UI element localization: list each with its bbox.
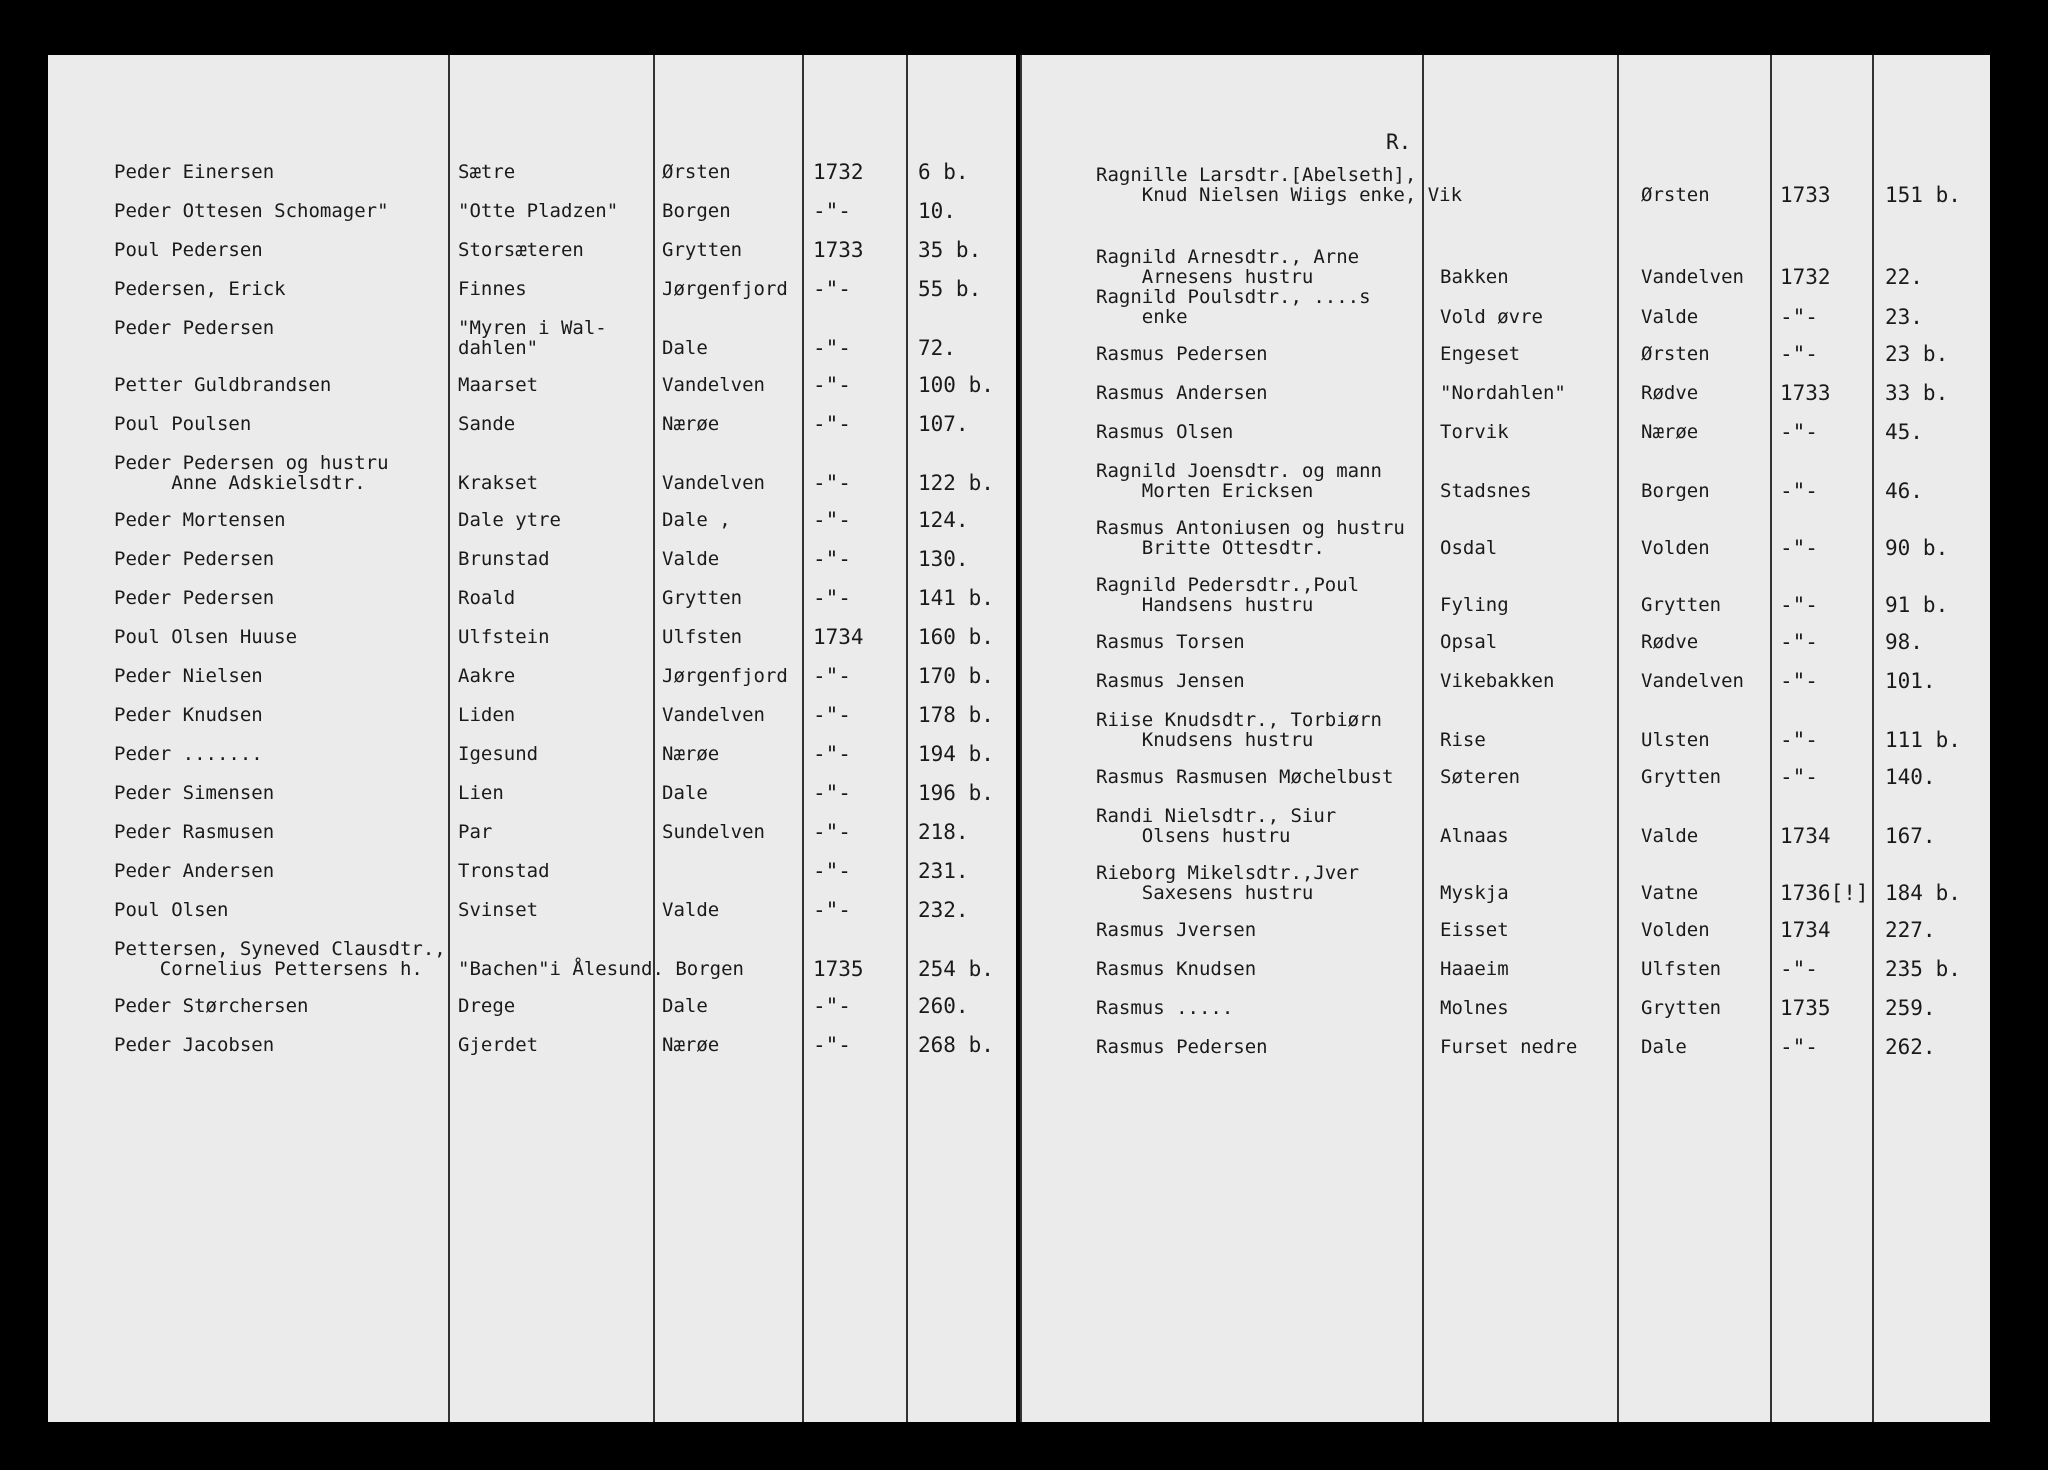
entry-name: Peder Einersen	[114, 161, 275, 183]
entry-farm: Aakre	[458, 665, 516, 687]
entry-name: Peder .......	[114, 743, 263, 765]
entry-farm: Myskja	[1440, 882, 1509, 904]
entry-farm: Engeset	[1440, 343, 1521, 365]
entry-farm: Svinset	[458, 899, 539, 921]
entry-year: -"-	[1780, 728, 1818, 752]
entry-name: Rasmus Jensen	[1096, 670, 1245, 692]
entry-page: 72.	[918, 336, 956, 360]
section-letter: R.	[1386, 130, 1412, 154]
entry-year: -"-	[813, 412, 851, 436]
entry-farm: Par	[458, 821, 493, 843]
entry-year: 1735	[1780, 996, 1831, 1020]
entry-year: 1735	[813, 957, 864, 981]
entry-name: Poul Pedersen	[114, 239, 263, 261]
entry-parish: Grytten	[662, 587, 743, 609]
entry-name: Peder Nielsen	[114, 665, 263, 687]
entry-page: 254 b.	[918, 957, 994, 981]
entry-name: Ragnild Poulsdtr., ....s enke	[1096, 286, 1371, 328]
register-row	[48, 1035, 1016, 1107]
entry-name: Rasmus Pedersen	[1096, 1036, 1268, 1058]
entry-farm: Tronstad	[458, 860, 550, 882]
entry-year: 1734	[813, 625, 864, 649]
entry-farm: Liden	[458, 704, 516, 726]
entry-farm: Krakset	[458, 472, 539, 494]
entry-parish: Jørgenfjord	[662, 278, 788, 300]
entry-parish: Ulsten	[1641, 729, 1710, 751]
entry-parish: Ulfsten	[1641, 958, 1722, 980]
entry-parish: Vandelven	[662, 472, 765, 494]
entry-farm: Sætre	[458, 161, 516, 183]
entry-name: Peder Simensen	[114, 782, 275, 804]
entry-farm: Vold øvre	[1440, 306, 1543, 328]
entry-parish: Vandelven	[662, 704, 765, 726]
entry-page: 91 b.	[1885, 593, 1949, 617]
entry-parish: Nærøe	[1641, 421, 1699, 443]
entry-year: -"-	[813, 742, 851, 766]
entry-page: 23 b.	[1885, 342, 1949, 366]
entry-page: 232.	[918, 898, 969, 922]
entry-year: -"-	[813, 373, 851, 397]
entry-year: -"-	[813, 277, 851, 301]
entry-farm: "Bachen"i Ålesund. Borgen	[458, 958, 744, 980]
entry-name: Rasmus Antoniusen og hustru Britte Ottesdtr.	[1096, 517, 1405, 559]
entry-year: -"-	[813, 820, 851, 844]
entry-year: -"-	[813, 994, 851, 1018]
left-register-list	[48, 55, 1016, 1422]
entry-farm: Brunstad	[458, 548, 550, 570]
entry-name: Pettersen, Syneved Clausdtr., Cornelius Pettersens h.	[114, 938, 446, 980]
entry-page: 141 b.	[918, 586, 994, 610]
entry-parish: Valde	[662, 548, 720, 570]
entry-page: 111 b.	[1885, 728, 1961, 752]
entry-year: -"-	[1780, 305, 1818, 329]
entry-name: Petter Guldbrandsen	[114, 374, 332, 396]
entry-farm: Rise	[1440, 729, 1486, 751]
entry-name: Poul Poulsen	[114, 413, 252, 435]
register-row	[1020, 165, 1990, 237]
entry-parish: Rødve	[1641, 382, 1699, 404]
entry-farm: Osdal	[1440, 537, 1498, 559]
entry-page: 227.	[1885, 918, 1936, 942]
entry-year: -"-	[1780, 669, 1818, 693]
entry-year: -"-	[1780, 630, 1818, 654]
entry-page: 124.	[918, 508, 969, 532]
entry-name: Peder Størchersen	[114, 995, 309, 1017]
entry-page: 101.	[1885, 669, 1936, 693]
entry-name: Rasmus Torsen	[1096, 631, 1245, 653]
entry-name: Rasmus Rasmusen Møchelbust	[1096, 766, 1394, 788]
entry-farm: Opsal	[1440, 631, 1498, 653]
entry-parish: Valde	[1641, 306, 1699, 328]
entry-page: 184 b.	[1885, 881, 1961, 905]
entry-name: Poul Olsen	[114, 899, 229, 921]
entry-year: 1733	[1780, 381, 1831, 405]
entry-parish: Grytten	[1641, 766, 1722, 788]
entry-page: 98.	[1885, 630, 1923, 654]
entry-name: Ragnild Arnesdtr., Arne Arnesens hustru	[1096, 246, 1360, 288]
entry-parish: Grytten	[662, 239, 743, 261]
entry-page: 107.	[918, 412, 969, 436]
entry-farm: Stadsnes	[1440, 480, 1532, 502]
entry-year: -"-	[813, 336, 851, 360]
entry-parish: Vandelven	[1641, 670, 1744, 692]
entry-year: 1734	[1780, 918, 1831, 942]
entry-year: 1732	[813, 160, 864, 184]
entry-page: 268 b.	[918, 1033, 994, 1057]
entry-page: 196 b.	[918, 781, 994, 805]
entry-name: Peder Pedersen	[114, 548, 275, 570]
entry-page: 10.	[918, 199, 956, 223]
entry-parish: Dale ,	[662, 509, 731, 531]
entry-farm: Storsæteren	[458, 239, 584, 261]
entry-farm: Eisset	[1440, 919, 1509, 941]
entry-parish: Dale	[1641, 1036, 1687, 1058]
entry-name: Pedersen, Erick	[114, 278, 286, 300]
entry-name: Poul Olsen Huuse	[114, 626, 298, 648]
entry-page: 160 b.	[918, 625, 994, 649]
entry-page: 262.	[1885, 1035, 1936, 1059]
entry-year: 1736[!]	[1780, 881, 1869, 905]
entry-farm: Haaeim	[1440, 958, 1509, 980]
entry-farm: "Otte Pladzen"	[458, 200, 619, 222]
entry-farm: Sande	[458, 413, 516, 435]
entry-page: 45.	[1885, 420, 1923, 444]
entry-farm: "Nordahlen"	[1440, 382, 1566, 404]
entry-page: 259.	[1885, 996, 1936, 1020]
entry-parish: Volden	[1641, 919, 1710, 941]
register-row	[1020, 1037, 1990, 1109]
entry-year: 1733	[813, 238, 864, 262]
entry-farm: Maarset	[458, 374, 539, 396]
entry-farm: Torvik	[1440, 421, 1509, 443]
entry-page: 55 b.	[918, 277, 982, 301]
entry-farm: Igesund	[458, 743, 539, 765]
entry-farm: Vikebakken	[1440, 670, 1555, 692]
entry-page: 218.	[918, 820, 969, 844]
entry-parish: Vandelven	[662, 374, 765, 396]
entry-name: Peder Mortensen	[114, 509, 286, 531]
entry-page: 194 b.	[918, 742, 994, 766]
entry-name: Rieborg Mikelsdtr.,Jver Saxesens hustru	[1096, 862, 1360, 904]
entry-page: 170 b.	[918, 664, 994, 688]
entry-year: 1732	[1780, 265, 1831, 289]
entry-name: Peder Andersen	[114, 860, 275, 882]
entry-year: -"-	[813, 471, 851, 495]
entry-name: Ragnille Larsdtr.[Abelseth], Knud Nielsen Wiigs enke, Vik	[1096, 164, 1463, 206]
entry-year: -"-	[813, 664, 851, 688]
entry-page: 178 b.	[918, 703, 994, 727]
entry-parish: Dale	[662, 995, 708, 1017]
entry-year: 1734	[1780, 824, 1831, 848]
entry-parish: Vatne	[1641, 882, 1699, 904]
entry-farm: Molnes	[1440, 997, 1509, 1019]
entry-name: Rasmus Andersen	[1096, 382, 1268, 404]
entry-page: 35 b.	[918, 238, 982, 262]
entry-year: -"-	[1780, 479, 1818, 503]
entry-farm: Bakken	[1440, 266, 1509, 288]
entry-name: Rasmus .....	[1096, 997, 1234, 1019]
entry-page: 260.	[918, 994, 969, 1018]
entry-name: Randi Nielsdtr., Siur Olsens hustru	[1096, 805, 1337, 847]
entry-parish: Grytten	[1641, 997, 1722, 1019]
entry-name: Rasmus Jversen	[1096, 919, 1257, 941]
entry-farm: Lien	[458, 782, 504, 804]
entry-parish: Ulfsten	[662, 626, 743, 648]
entry-page: 130.	[918, 547, 969, 571]
entry-farm: Roald	[458, 587, 516, 609]
entry-page: 23.	[1885, 305, 1923, 329]
entry-parish: Rødve	[1641, 631, 1699, 653]
entry-name: Ragnild Pedersdtr.,Poul Handsens hustru	[1096, 574, 1360, 616]
entry-year: -"-	[813, 508, 851, 532]
entry-page: 90 b.	[1885, 536, 1949, 560]
entry-parish: Valde	[1641, 825, 1699, 847]
entry-parish: Jørgenfjord	[662, 665, 788, 687]
entry-name: Peder Pedersen	[114, 317, 275, 339]
entry-parish: Ørsten	[1641, 184, 1710, 206]
entry-year: -"-	[813, 898, 851, 922]
entry-parish: Borgen	[662, 200, 731, 222]
right-page	[1020, 55, 1990, 1422]
entry-farm: "Myren i Wal- dahlen"	[458, 317, 607, 359]
entry-year: -"-	[813, 1033, 851, 1057]
entry-page: 151 b.	[1885, 183, 1961, 207]
entry-parish: Dale	[662, 782, 708, 804]
entry-year: -"-	[1780, 957, 1818, 981]
entry-name: Ragnild Joensdtr. og mann Morten Ericksen	[1096, 460, 1382, 502]
entry-page: 140.	[1885, 765, 1936, 789]
entry-parish: Nærøe	[662, 743, 720, 765]
entry-year: -"-	[1780, 1035, 1818, 1059]
entry-name: Riise Knudsdtr., Torbiørn Knudsens hustru	[1096, 709, 1382, 751]
entry-parish: Ørsten	[662, 161, 731, 183]
entry-year: -"-	[813, 781, 851, 805]
entry-farm: Ulfstein	[458, 626, 550, 648]
entry-year: -"-	[813, 199, 851, 223]
entry-year: -"-	[1780, 536, 1818, 560]
entry-farm: Finnes	[458, 278, 527, 300]
entry-page: 235 b.	[1885, 957, 1961, 981]
entry-name: Rasmus Olsen	[1096, 421, 1234, 443]
entry-year: -"-	[1780, 765, 1818, 789]
entry-year: -"-	[1780, 593, 1818, 617]
entry-page: 22.	[1885, 265, 1923, 289]
entry-farm: Drege	[458, 995, 516, 1017]
entry-parish: Volden	[1641, 537, 1710, 559]
entry-parish: Grytten	[1641, 594, 1722, 616]
entry-year: -"-	[813, 703, 851, 727]
entry-farm: Alnaas	[1440, 825, 1509, 847]
entry-parish: Ørsten	[1641, 343, 1710, 365]
entry-name: Peder Pedersen og hustru Anne Adskielsdtr.	[114, 452, 389, 494]
entry-name: Peder Knudsen	[114, 704, 263, 726]
entry-page: 33 b.	[1885, 381, 1949, 405]
entry-farm: Fyling	[1440, 594, 1509, 616]
entry-parish: Dale	[662, 337, 708, 359]
entry-parish: Valde	[662, 899, 720, 921]
entry-parish: Sundelven	[662, 821, 765, 843]
entry-farm: Dale ytre	[458, 509, 561, 531]
entry-parish: Nærøe	[662, 1034, 720, 1056]
entry-parish: Borgen	[1641, 480, 1710, 502]
entry-page: 122 b.	[918, 471, 994, 495]
entry-farm: Furset nedre	[1440, 1036, 1578, 1058]
entry-year: -"-	[813, 859, 851, 883]
left-page	[48, 55, 1016, 1422]
right-register-list	[1020, 55, 1990, 1422]
entry-parish: Nærøe	[662, 413, 720, 435]
entry-parish: Vandelven	[1641, 266, 1744, 288]
entry-year: -"-	[813, 586, 851, 610]
entry-year: -"-	[1780, 342, 1818, 366]
entry-page: 167.	[1885, 824, 1936, 848]
entry-name: Peder Pedersen	[114, 587, 275, 609]
entry-page: 231.	[918, 859, 969, 883]
entry-name: Peder Ottesen Schomager"	[114, 200, 389, 222]
entry-name: Rasmus Pedersen	[1096, 343, 1268, 365]
entry-name: Peder Jacobsen	[114, 1034, 275, 1056]
entry-farm: Søteren	[1440, 766, 1521, 788]
entry-year: 1733	[1780, 183, 1831, 207]
entry-name: Peder Rasmusen	[114, 821, 275, 843]
entry-name: Rasmus Knudsen	[1096, 958, 1257, 980]
entry-year: -"-	[1780, 420, 1818, 444]
entry-page: 46.	[1885, 479, 1923, 503]
entry-year: -"-	[813, 547, 851, 571]
entry-farm: Gjerdet	[458, 1034, 539, 1056]
entry-page: 6 b.	[918, 160, 969, 184]
entry-page: 100 b.	[918, 373, 994, 397]
